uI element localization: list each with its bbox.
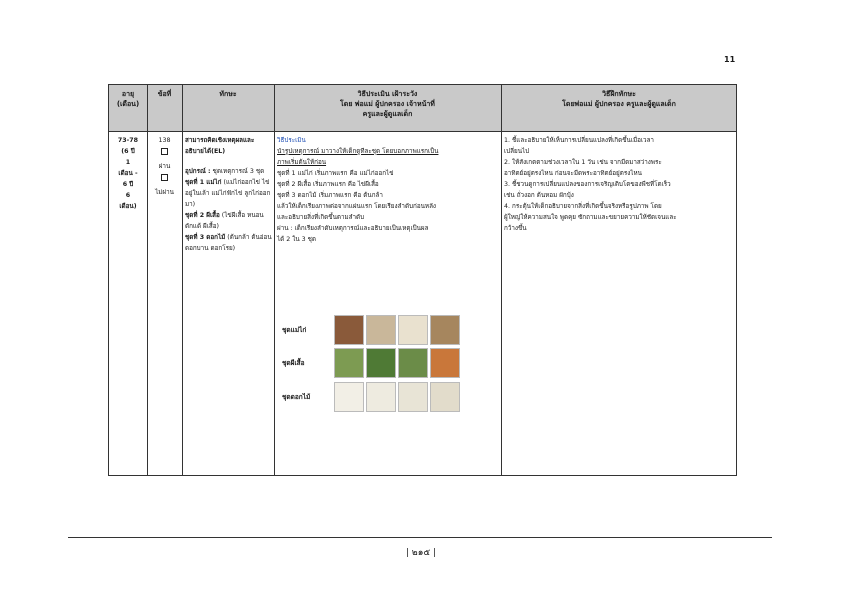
column-divider (274, 85, 275, 475)
photo-row-flower (282, 382, 462, 412)
wilting-flower-photo (430, 382, 460, 412)
blooming-flower-photo (398, 382, 428, 412)
set-1-text: (แม่ไก่ออกไข่ ไข่อยู่ในเล้า แม่ไก่ฟักไข่ ลูกไก่ออกมา) (185, 179, 271, 208)
train-line: 4. กระตุ้นให้เด็กอธิบายจากสิ่งที่เกิดขึ้นจริงหรือรูปภาพ โดย (504, 203, 662, 210)
header-skill (182, 85, 274, 132)
set-3-label: ชุดที่ 3 ดอกไม้ (185, 234, 226, 241)
eggs-in-coop-photo (366, 315, 396, 345)
photo-row-butterfly (282, 348, 462, 378)
age-line: 1 (125, 159, 131, 166)
column-divider (501, 85, 502, 475)
caterpillar-photo (366, 348, 396, 378)
train-line: อาทิตย์อยู่ตรงไหน ก่อนจะมืดพระอาทิตย์อยู่ตรงไหน (504, 170, 642, 177)
set-3 (185, 232, 272, 254)
train-line: เช่น ถั่วงอก ต้นหอม ผักบุ้ง (504, 192, 574, 199)
age-line: (6 ปี (121, 148, 135, 155)
train-line: 1. ชี้และอธิบายให้เห็นการเปลี่ยนแปลงที่เกิดขึ้นเมื่อเวลา (504, 137, 654, 144)
assess-line: ได้ 2 ใน 3 ชุด (277, 236, 317, 243)
header-age-line: อายุ (121, 90, 135, 98)
train-line: ผู้ใหญ่ให้ความสนใจ พูดคุย ซักถามและขยายความให้ชัดเจนและ (504, 214, 677, 221)
assess-line: แล้วให้เด็กเรียงภาพต่อจากแผ่นแรก โดยเรียงลำดับก่อนหลัง (277, 203, 437, 210)
chick-photo (430, 315, 460, 345)
hen-hatching-photo (398, 315, 428, 345)
butterfly-egg-photo (334, 348, 364, 378)
header-assess-line: ครูและผู้ดูแลเด็ก (362, 110, 413, 118)
set-3-text: (ต้นกล้า ต้นอ่อน ดอกบาน ดอกโรย) (185, 234, 272, 252)
header-assess-line: โดย พ่อแม่ ผู้ปกครอง เจ้าหน้าที่ (340, 100, 435, 108)
set-1-label: ชุดที่ 1 แม่ไก่ (185, 179, 222, 186)
pass-checkbox[interactable] (161, 148, 168, 155)
assess-line: ชุดที่ 2 ผีเสื้อ เริ่มภาพแรก คือ ไข่ผีเสื้อ (277, 181, 379, 188)
skill-cell (185, 135, 272, 254)
assess-cell (277, 135, 499, 245)
photo-label-flower: ชุดดอกไม้ (282, 393, 311, 401)
age-line: เดือน) (119, 203, 137, 210)
footer-page-number: | ๒๑๕ | (405, 548, 437, 558)
header-item-label: ข้อที่ (157, 90, 172, 98)
train-cell (504, 135, 736, 234)
train-line: เปลี่ยนไป (504, 148, 530, 155)
equipment (185, 166, 272, 177)
age-line: เดือน - (118, 170, 138, 177)
assess-title: วิธีประเมิน (277, 137, 306, 144)
butterfly-photo (430, 348, 460, 378)
header-train-line: วิธีฝึกทักษะ (602, 90, 636, 98)
fail-label: ไม่ผ่าน (155, 189, 174, 196)
age-line: 6 (125, 192, 131, 199)
assess-line: ชุดที่ 3 ดอกไม้ เริ่มภาพแรก คือ ต้นกล้า (277, 192, 383, 199)
header-train-line: โดยพ่อแม่ ผู้ปกครอง ครูและผู้ดูแลเด็ก (562, 100, 676, 108)
skill-table (108, 84, 737, 476)
header-item (147, 85, 182, 132)
skill-title: สามารถคิดเชิงเหตุผลและอธิบายได้(EL) (185, 137, 255, 155)
header-assess (274, 85, 501, 132)
assess-line: ผ่าน : เด็กเรียงลำดับเหตุการณ์และอธิบายเป็นเหตุเป็นผล (277, 225, 429, 232)
set-1 (185, 177, 272, 210)
page-number: 11 (724, 55, 736, 64)
assess-line: ภาพเริ่มต้นให้ก่อน (277, 159, 327, 166)
header-train (501, 85, 737, 132)
train-line: 3. ชี้ชวนดูการเปลี่ยนแปลงของการเจริญเติบโตของพืชที่โตเร็ว (504, 181, 671, 188)
header-age-line: (เดือน) (116, 100, 140, 108)
equipment-label: อุปกรณ์ : (185, 168, 211, 175)
item-cell (147, 135, 182, 198)
header-assess-line: วิธีประเมิน เฝ้าระวัง (357, 90, 418, 98)
header-skill-label: ทักษะ (219, 90, 237, 98)
photo-label-hen: ชุดแม่ไก่ (282, 326, 307, 334)
age-line: 73-78 (117, 137, 139, 144)
assess-line: และอธิบายสิ่งที่เกิดขึ้นตามลำดับ (277, 214, 365, 221)
header-age (109, 85, 147, 132)
set-2 (185, 210, 272, 232)
assess-line: ชุดที่ 1 แม่ไก่ เริ่มภาพแรก คือ แม่ไก่ออกไข่ (277, 170, 394, 177)
seedling-photo (334, 382, 364, 412)
footer-divider (68, 537, 772, 538)
photo-row-hen (282, 315, 462, 345)
equipment-text: ชุดเหตุการณ์ 3 ชุด (212, 168, 265, 175)
item-number: 138 (158, 137, 171, 144)
fail-checkbox[interactable] (161, 174, 168, 181)
assess-line: นำรูปเหตุการณ์ มาวางให้เด็กดูทีละชุด โดยบอกภาพแรกเป็น (277, 148, 439, 155)
train-line: กว้างขึ้น (504, 225, 527, 232)
pass-label: ผ่าน (158, 163, 171, 170)
hen-laying-photo (334, 315, 364, 345)
train-line: 2. ให้สังเกตตามช่วงเวลาใน 1 วัน เช่น จากมืดมาสว่างพระ (504, 159, 662, 166)
pupa-photo (398, 348, 428, 378)
set-2-text: (ไข่ผีเสื้อ หนอน ดักแด้ ผีเสื้อ) (185, 212, 264, 230)
age-cell (109, 135, 147, 212)
age-line: 6 ปี (122, 181, 134, 188)
column-divider (182, 85, 183, 475)
young-plant-photo (366, 382, 396, 412)
photo-label-butterfly: ชุดผีเสื้อ (282, 359, 305, 367)
set-2-label: ชุดที่ 2 ผีเสื้อ (185, 212, 220, 219)
